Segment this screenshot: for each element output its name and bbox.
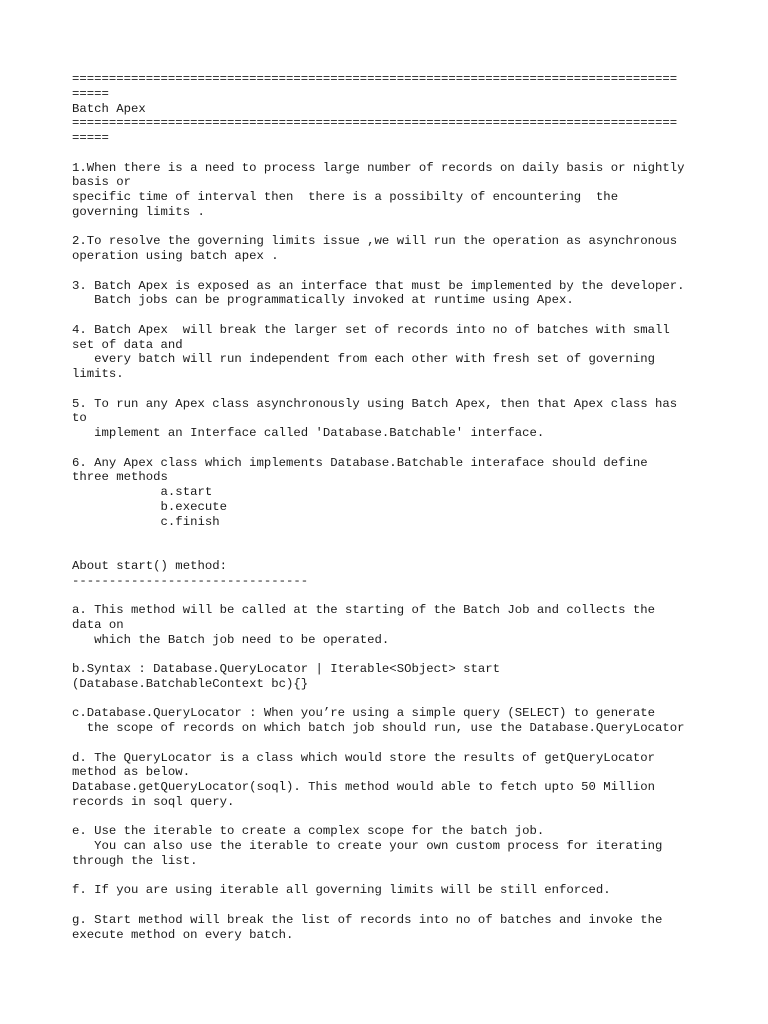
text-line: b.Syntax : Database.QueryLocator | Iterable<SObject> start [72, 662, 501, 676]
text-line: through the list. [72, 853, 198, 868]
section-heading-underline: -------------------------------- [72, 573, 309, 588]
text-line: d. The QueryLocator is a class which would store the results of getQueryLocator [72, 750, 655, 765]
text-line: (Database.BatchableContext bc){} [72, 676, 309, 691]
point-2 [72, 234, 702, 264]
point-1 [72, 161, 702, 220]
method-list-item-finish: c.finish [72, 514, 220, 529]
text-line: 1.When there is a need to process large number of records on daily basis or nightly [72, 160, 685, 175]
text-line: execute method on every batch. [72, 927, 294, 942]
start-item-b [72, 662, 702, 692]
start-item-f [72, 883, 702, 898]
text-line: records in soql query. [72, 794, 235, 809]
section-heading: About start() method: [72, 558, 227, 573]
point-4 [72, 323, 702, 382]
text-line: limits. [72, 367, 124, 381]
text-line: to [72, 411, 87, 426]
text-line: governing limits . [72, 204, 205, 219]
text-line: data on [72, 617, 124, 632]
text-line: You can also use the iterable to create your own custom process for iterating [72, 839, 663, 853]
header-rule-top-wrap: ===== [72, 86, 109, 101]
text-line: three methods [72, 470, 168, 485]
text-line: 6. Any Apex class which implements Database.Batchable interaface should define [72, 455, 648, 470]
start-item-a [72, 603, 702, 647]
document-body [72, 72, 702, 957]
text-line: set of data and [72, 337, 183, 352]
text-line: g. Start method will break the list of records into no of batches and invoke the [72, 912, 663, 927]
text-line: every batch will run independent from each other with fresh set of governing [72, 352, 655, 367]
header-rule-bottom-wrap: ===== [72, 131, 109, 145]
text-line: Batch jobs can be programmatically invoked at runtime using Apex. [72, 293, 574, 308]
text-line: a. This method will be called at the starting of the Batch Job and collects the [72, 603, 655, 617]
method-list-item-execute: b.execute [72, 499, 227, 514]
point-5 [72, 397, 702, 441]
text-line: 2.To resolve the governing limits issue ,we will run the operation as asynchronous [72, 234, 678, 249]
section-spacer [72, 544, 702, 559]
text-line: basis or [72, 175, 132, 190]
text-line: f. If you are using iterable all governing limits will be still enforced. [72, 883, 611, 898]
header-rule-bottom: ================================================================================== [72, 116, 678, 131]
start-item-d [72, 751, 702, 810]
point-6 [72, 456, 702, 530]
start-item-c [72, 706, 702, 736]
start-item-g [72, 913, 702, 943]
text-line: 3. Batch Apex is exposed as an interface that must be implemented by the developer. [72, 278, 685, 293]
text-line: operation using batch apex . [72, 249, 279, 263]
text-line: e. Use the iterable to create a complex scope for the batch job. [72, 824, 545, 839]
text-line: Database.getQueryLocator(soql). This method would able to fetch upto 50 Million [72, 780, 655, 794]
text-line: method as below. [72, 765, 191, 780]
text-line: the scope of records on which batch job should run, use the Database.QueryLocator [72, 721, 685, 735]
start-method-heading-block [72, 559, 702, 589]
point-3 [72, 279, 702, 309]
text-line: 5. To run any Apex class asynchronously using Batch Apex, then that Apex class has [72, 396, 678, 411]
start-item-e [72, 824, 702, 868]
text-line: which the Batch job need to be operated. [72, 632, 390, 647]
document-header [72, 72, 702, 146]
text-line: specific time of interval then there is a possibilty of encountering the [72, 190, 619, 204]
text-line: 4. Batch Apex will break the larger set of records into no of batches with small [72, 322, 670, 337]
header-rule-top: ================================================================================== [72, 72, 678, 86]
text-line: c.Database.QueryLocator : When you’re using a simple query (SELECT) to generate [72, 706, 655, 721]
document-title: Batch Apex [72, 101, 146, 116]
text-line: implement an Interface called 'Database.Batchable' interface. [72, 426, 545, 440]
method-list-item-start: a.start [72, 485, 213, 499]
